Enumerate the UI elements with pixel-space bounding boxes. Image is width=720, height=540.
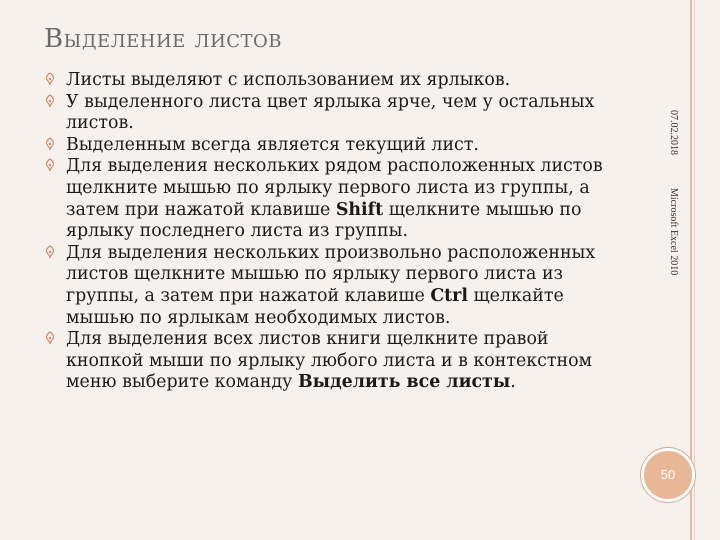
key-name-shift: Shift [335, 199, 384, 220]
bullet-text: щелкайте мышью по ярлыкам необходимых листов. [66, 285, 564, 328]
bullet-text: У выделенного листа цвет ярлыка ярче, чем у остальных листов. [66, 91, 595, 134]
bullet-text: Для выделения нескольких рядом расположенных листов щелкните мышью по ярлыку первого листа из группы, а затем при нажатой клавише [66, 156, 603, 220]
list-item [44, 243, 614, 329]
page-number: 50 [660, 467, 676, 482]
fleuron-bullet-icon [44, 245, 56, 259]
list-item [44, 156, 614, 242]
fleuron-bullet-icon [44, 331, 56, 345]
slide-app-name: Microsoft Excel 2010 [668, 188, 679, 276]
bullet-text: щелкните мышью по ярлыку последнего листа из группы. [66, 199, 582, 242]
key-name-ctrl: Ctrl [430, 285, 468, 306]
bullet-list [44, 70, 614, 394]
bullet-text: Для выделения нескольких произвольно расположенных листов щелкните мышью по ярлыку первого листа из группы, а затем при нажатой клавише [66, 242, 596, 306]
right-border-line-inner [694, 0, 695, 540]
slide-title: Выделение листов [44, 24, 283, 54]
list-item [44, 329, 614, 394]
bullet-text: Выделенным всегда является текущий лист. [66, 134, 479, 155]
command-name: Выделить все листы [297, 372, 511, 393]
slide-date: 07.02.2018 [668, 110, 679, 155]
bullet-text: Для выделения всех листов книги щелкните правой кнопкой мыши по ярлыку любого листа и в контекстном меню выберите команду [66, 329, 593, 393]
fleuron-bullet-icon [44, 72, 56, 86]
list-item [44, 135, 614, 157]
bullet-text: Листы выделяют с использованием их ярлыков. [66, 70, 511, 90]
bullet-text: . [510, 372, 516, 393]
fleuron-bullet-icon [44, 94, 56, 108]
fleuron-bullet-icon [44, 158, 56, 172]
list-item [44, 92, 614, 135]
fleuron-bullet-icon [44, 137, 56, 151]
page-number-badge [641, 448, 695, 502]
side-footer [668, 110, 688, 300]
list-item [44, 70, 614, 92]
